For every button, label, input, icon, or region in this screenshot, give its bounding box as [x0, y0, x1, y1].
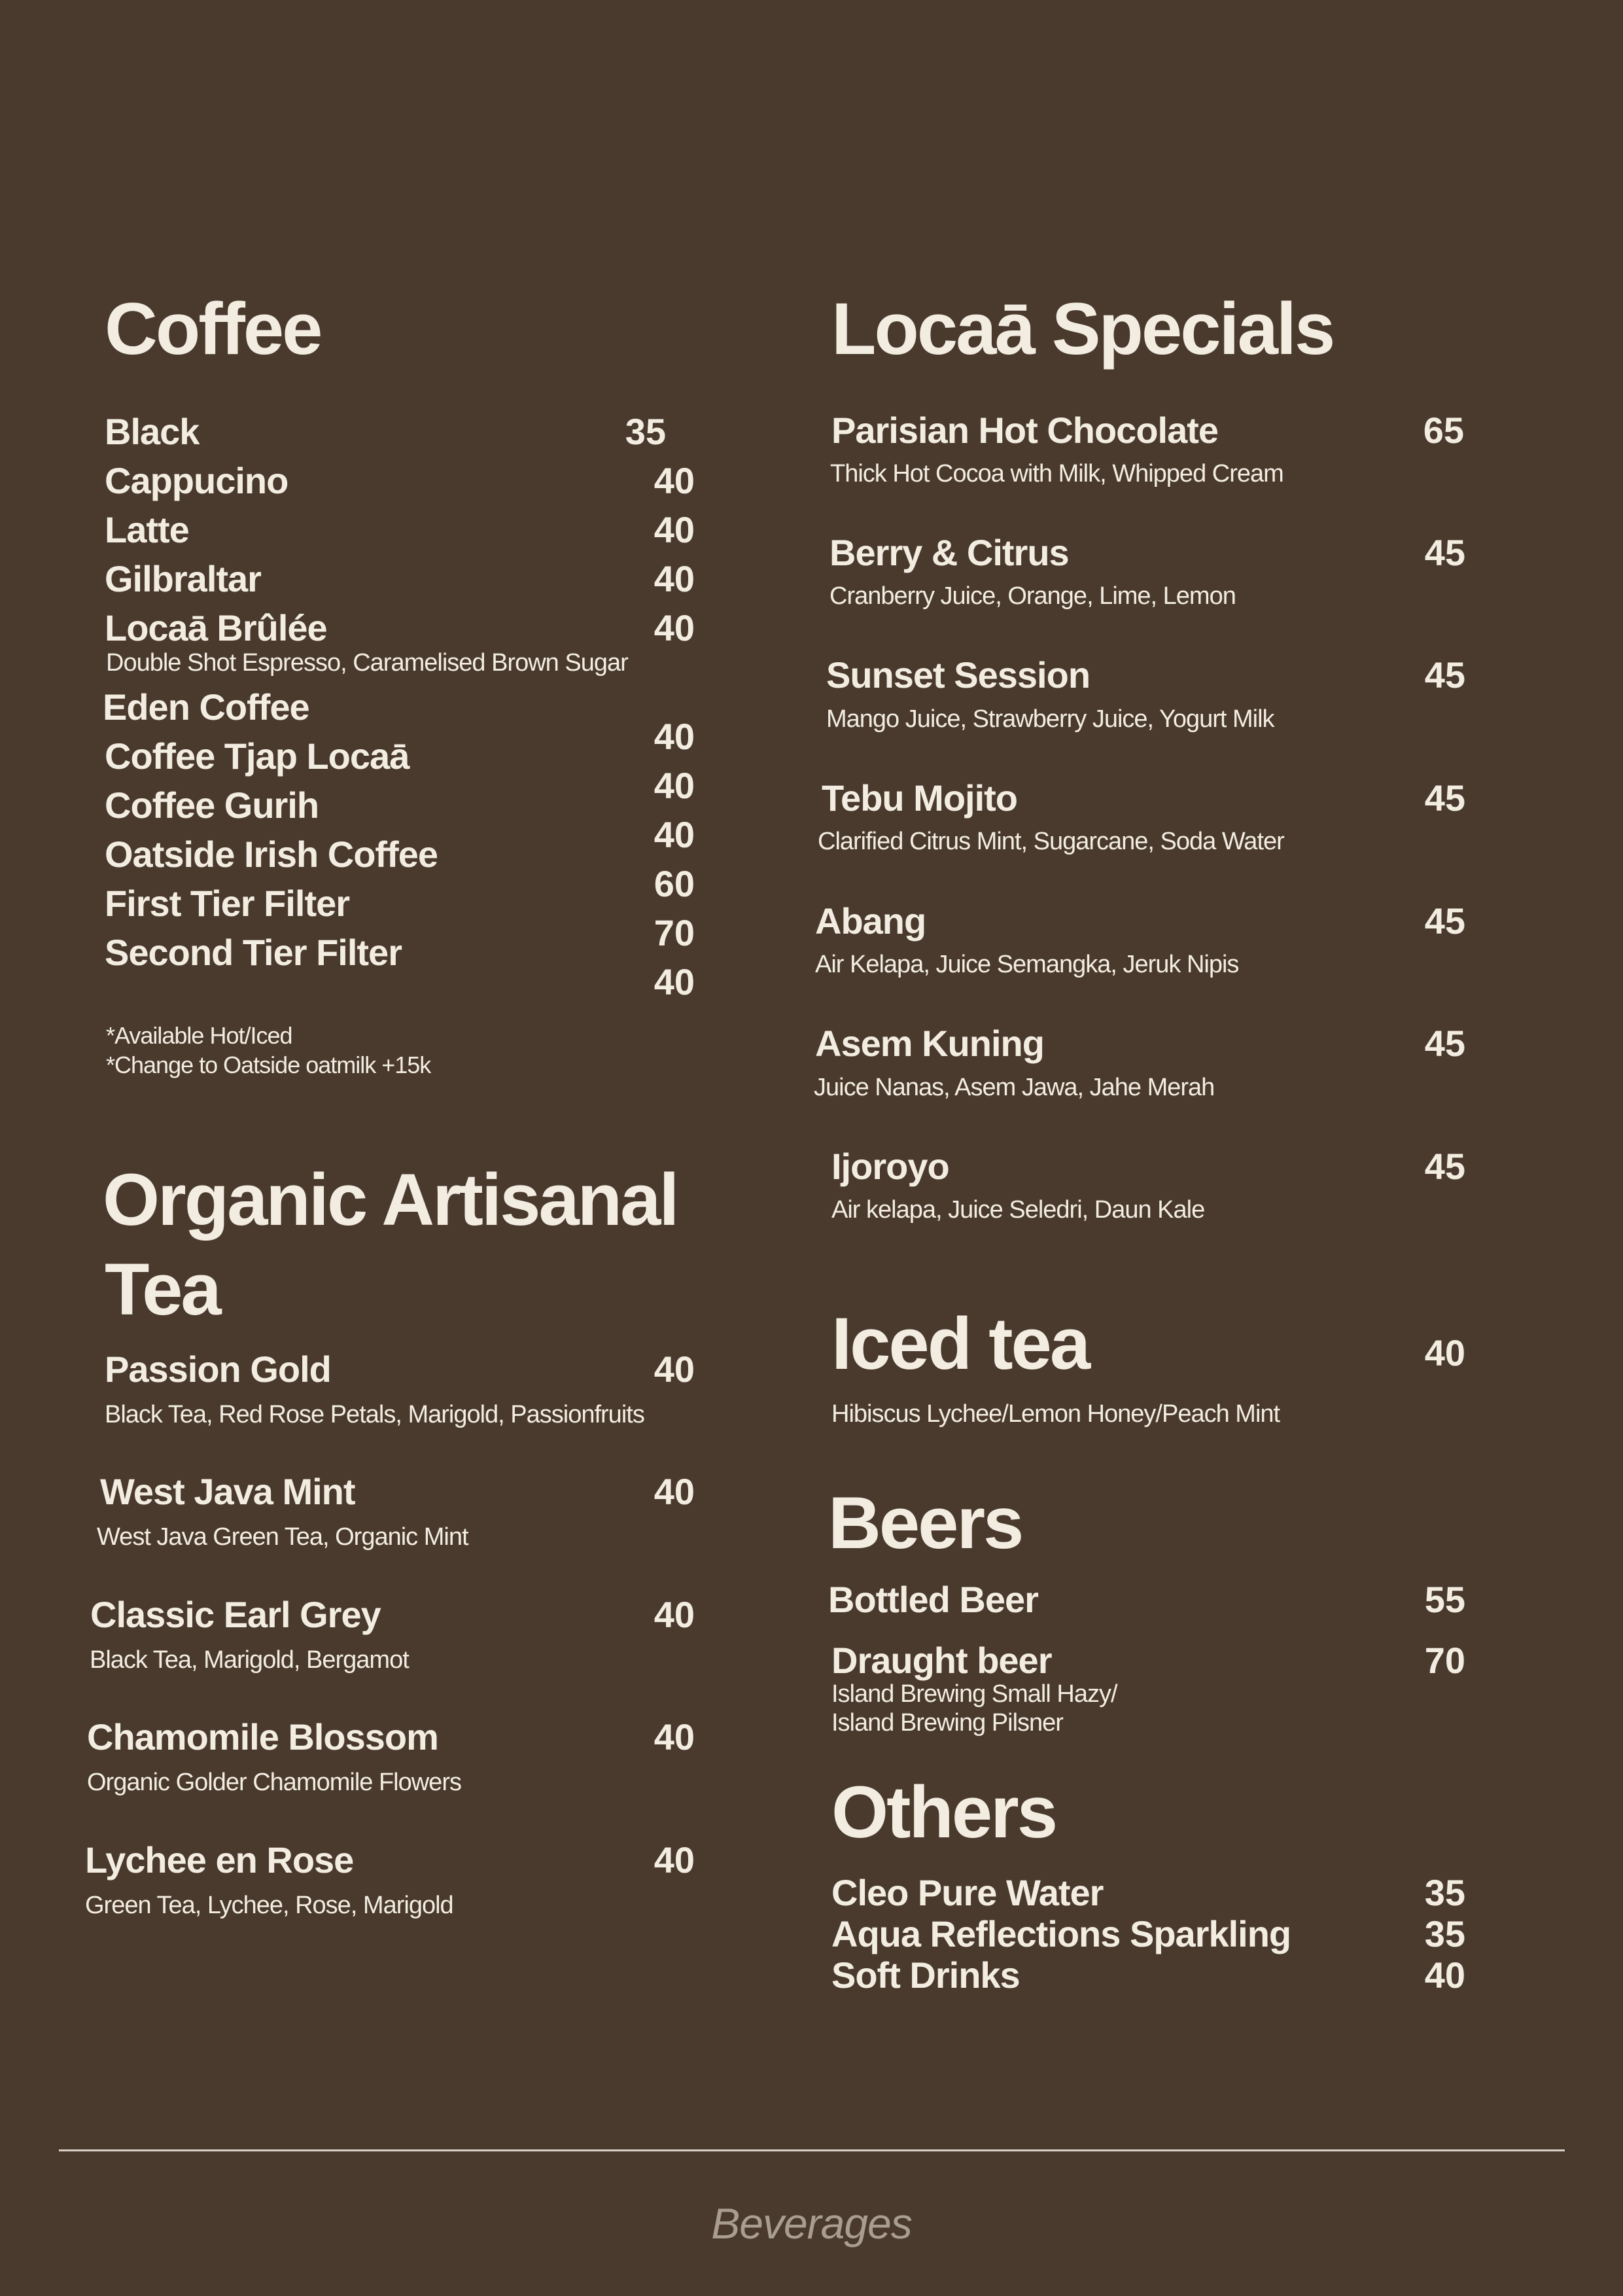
coffee-item-price: 40 — [654, 765, 695, 806]
beer-item-description: Island Brewing Pilsner — [831, 1709, 1063, 1737]
coffee-item-price: 70 — [654, 912, 695, 953]
coffee-item-price: 60 — [654, 863, 695, 904]
others-item-price: 35 — [1424, 1913, 1465, 1954]
iced-tea-description: Hibiscus Lychee/Lemon Honey/Peach Mint — [831, 1400, 1280, 1428]
coffee-item-name: Latte — [105, 509, 189, 550]
tea-item-name: Chamomile Blossom — [87, 1716, 438, 1757]
special-item-name: Asem Kuning — [815, 1023, 1044, 1064]
tea-heading-line2: Tea — [105, 1248, 220, 1330]
special-item-price: 45 — [1424, 900, 1465, 942]
tea-item-description: Black Tea, Red Rose Petals, Marigold, Passionfruits — [105, 1401, 644, 1428]
tea-item-price: 40 — [654, 1716, 695, 1757]
specials-heading: Locaā Specials — [831, 288, 1334, 370]
coffee-item-name: Coffee Gurih — [105, 785, 319, 826]
special-item-description: Mango Juice, Strawberry Juice, Yogurt Milk — [826, 705, 1274, 733]
others-heading: Others — [831, 1771, 1056, 1853]
others-item-name: Aqua Reflections Sparkling — [831, 1913, 1291, 1954]
special-item-description: Cranberry Juice, Orange, Lime, Lemon — [829, 582, 1236, 610]
special-item-name: Tebu Mojito — [822, 777, 1017, 819]
coffee-item-name: Eden Coffee — [103, 686, 309, 728]
special-item-description: Air Kelapa, Juice Semangka, Jeruk Nipis — [815, 951, 1239, 978]
beer-item-price: 70 — [1424, 1640, 1465, 1681]
tea-item-description: Organic Golder Chamomile Flowers — [87, 1769, 461, 1796]
beer-item-name: Draught beer — [831, 1640, 1052, 1681]
special-item-name: Parisian Hot Chocolate — [831, 410, 1219, 451]
special-item-description: Clarified Citrus Mint, Sugarcane, Soda Water — [818, 828, 1284, 855]
footer-divider — [59, 2149, 1565, 2151]
coffee-item-price: 40 — [654, 558, 695, 599]
special-item-description: Air kelapa, Juice Seledri, Daun Kale — [831, 1196, 1205, 1224]
tea-heading-line1: Organic Artisanal — [103, 1159, 678, 1241]
tea-item-description: Black Tea, Marigold, Bergamot — [90, 1646, 409, 1674]
beers-heading: Beers — [828, 1482, 1022, 1564]
coffee-item-name: First Tier Filter — [105, 883, 350, 924]
coffee-item-name: Locaā Brûlée — [105, 607, 327, 648]
coffee-item-description: Double Shot Espresso, Caramelised Brown Sugar — [106, 649, 628, 677]
coffee-item-price: 40 — [654, 961, 695, 1002]
tea-item-name: West Java Mint — [100, 1471, 355, 1512]
tea-item-name: Passion Gold — [105, 1349, 331, 1390]
coffee-item-name: Oatside Irish Coffee — [105, 834, 438, 875]
special-item-price: 65 — [1423, 410, 1464, 451]
coffee-item-price: 40 — [654, 607, 695, 648]
coffee-item-price: 40 — [654, 716, 695, 757]
special-item-price: 45 — [1424, 1146, 1465, 1187]
coffee-note: *Available Hot/Iced — [106, 1022, 292, 1049]
others-item-name: Cleo Pure Water — [831, 1872, 1104, 1913]
special-item-name: Abang — [815, 900, 926, 942]
iced-tea-heading: Iced tea — [831, 1303, 1089, 1385]
others-item-price: 40 — [1424, 1954, 1465, 1996]
tea-item-price: 40 — [654, 1471, 695, 1512]
beer-item-price: 55 — [1424, 1579, 1465, 1620]
special-item-name: Ijoroyo — [831, 1146, 949, 1187]
tea-item-price: 40 — [654, 1594, 695, 1635]
coffee-item-price: 40 — [654, 814, 695, 855]
coffee-item-name: Cappucino — [105, 460, 288, 501]
special-item-name: Berry & Citrus — [829, 532, 1069, 573]
special-item-description: Thick Hot Cocoa with Milk, Whipped Cream — [830, 460, 1283, 487]
special-item-description: Juice Nanas, Asem Jawa, Jahe Merah — [814, 1074, 1215, 1101]
tea-item-name: Lychee en Rose — [85, 1839, 354, 1881]
coffee-item-name: Coffee Tjap Locaā — [105, 735, 410, 777]
coffee-item-name: Second Tier Filter — [105, 932, 402, 973]
tea-item-price: 40 — [654, 1839, 695, 1881]
coffee-item-name: Gilbraltar — [105, 558, 261, 599]
coffee-heading: Coffee — [105, 288, 321, 370]
special-item-price: 45 — [1424, 654, 1465, 696]
coffee-note: *Change to Oatside oatmilk +15k — [106, 1051, 431, 1078]
coffee-item-price: 35 — [625, 411, 666, 452]
tea-item-description: Green Tea, Lychee, Rose, Marigold — [85, 1892, 453, 1919]
coffee-item-name: Black — [105, 411, 200, 452]
special-item-price: 45 — [1424, 1023, 1465, 1064]
special-item-price: 45 — [1424, 777, 1465, 819]
coffee-item-price: 40 — [654, 460, 695, 501]
beer-item-description: Island Brewing Small Hazy/ — [831, 1680, 1117, 1708]
special-item-name: Sunset Session — [826, 654, 1091, 696]
tea-item-price: 40 — [654, 1349, 695, 1390]
tea-item-description: West Java Green Tea, Organic Mint — [97, 1523, 468, 1551]
iced-tea-price: 40 — [1424, 1332, 1465, 1373]
tea-item-name: Classic Earl Grey — [90, 1594, 381, 1635]
coffee-item-price: 40 — [654, 509, 695, 550]
others-item-price: 35 — [1424, 1872, 1465, 1913]
others-item-name: Soft Drinks — [831, 1954, 1020, 1996]
beer-item-name: Bottled Beer — [828, 1579, 1038, 1620]
special-item-price: 45 — [1424, 532, 1465, 573]
footer-label: Beverages — [711, 2199, 912, 2248]
